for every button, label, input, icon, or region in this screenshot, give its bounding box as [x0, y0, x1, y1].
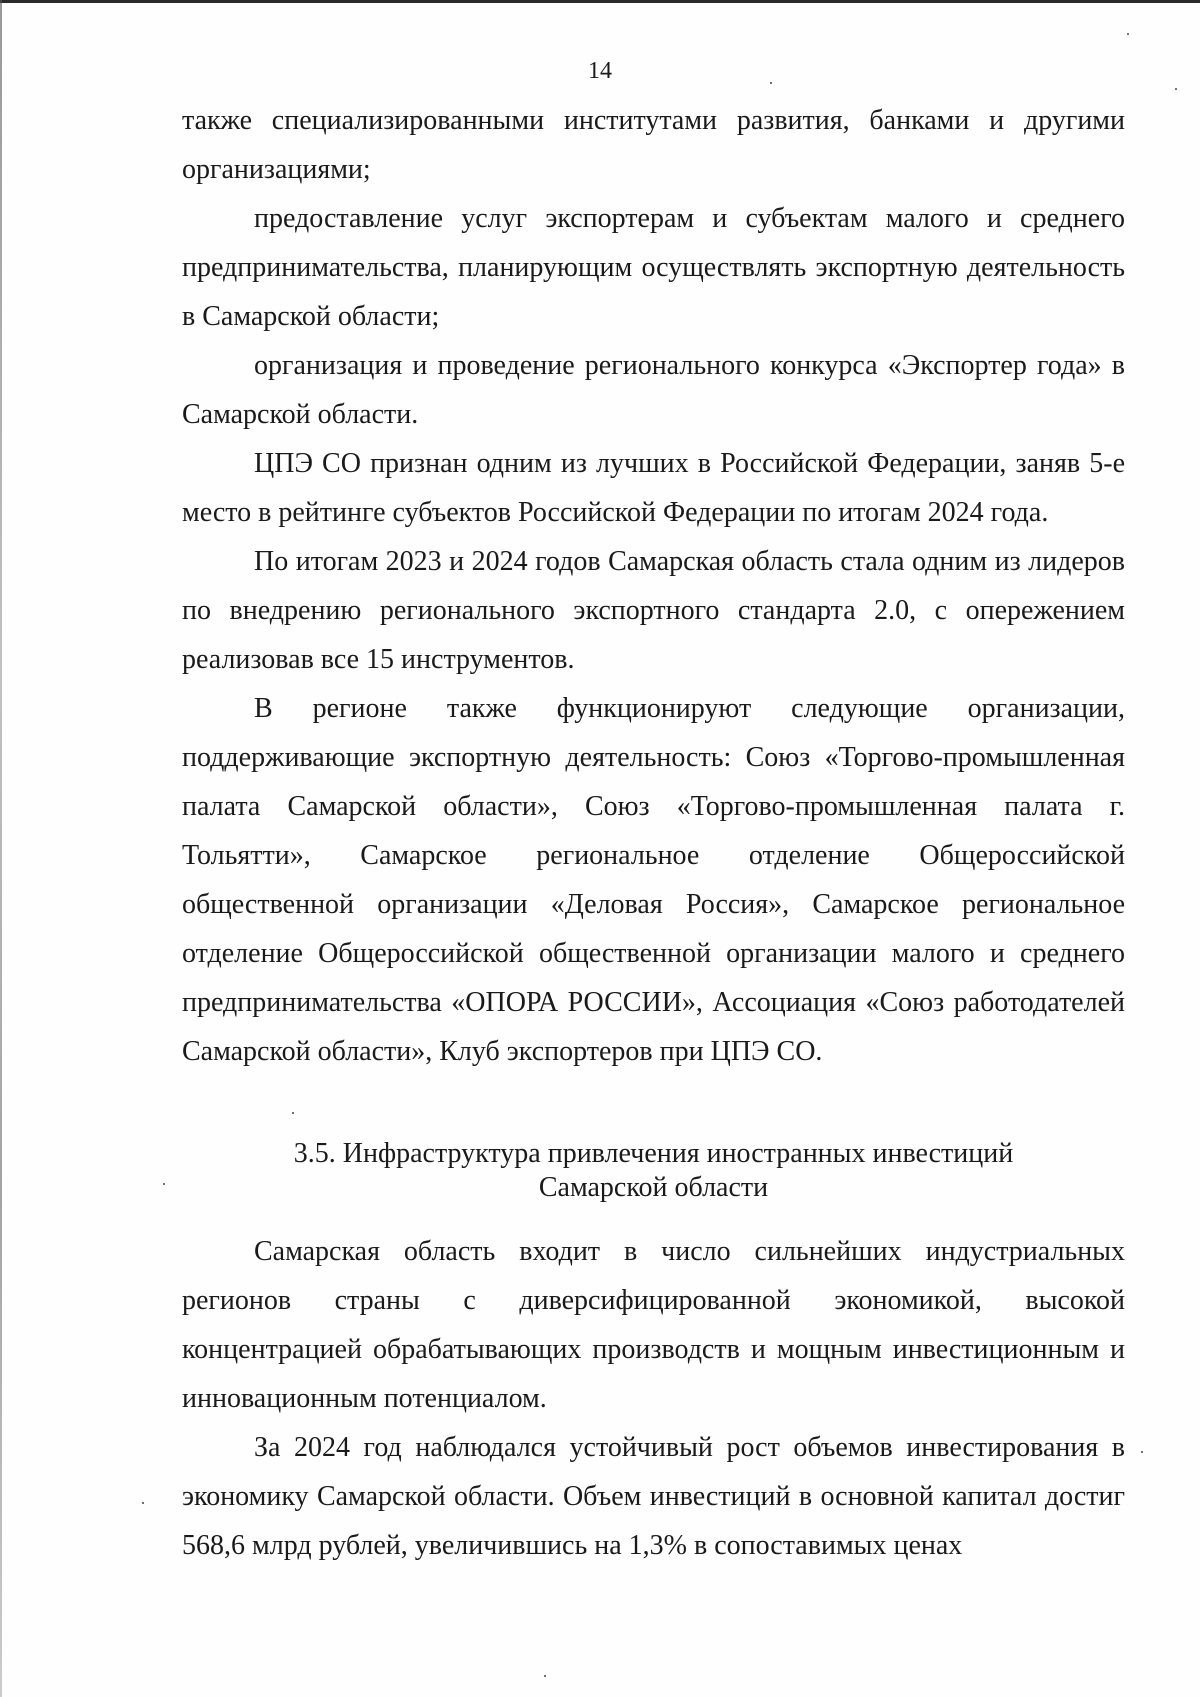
section-heading-line-2: Самарской области	[538, 1172, 769, 1203]
scan-speck	[1141, 1451, 1143, 1453]
page-number: 14	[588, 58, 612, 84]
scan-speck	[142, 1502, 144, 1504]
scan-left-edge	[0, 0, 2, 1697]
scan-speck	[1175, 88, 1177, 90]
body-text-block-2	[182, 1227, 1125, 1570]
scan-top-border	[0, 0, 1200, 3]
paragraph-export-standard: По итогам 2023 и 2024 годов Самарская область стала одним из лидеров по внедрению регионального экспортного стандарта 2.0, с опережением реализовав все 15 инструментов.	[182, 546, 1125, 675]
paragraph-ranking: ЦПЭ СО признан одним из лучших в Российской Федерации, заняв 5-е место в рейтинге субъектов Российской Федерации по итогам 2024 года.	[182, 448, 1125, 528]
paragraph-industrial-region: Самарская область входит в число сильнейших индустриальных регионов страны с диверсифицированной экономикой, высокой концентрацией обрабатывающих производств и мощным инвестиционным и инновационным потенциалом.	[182, 1236, 1125, 1414]
paragraph-organizations: В регионе также функционируют следующие организации, поддерживающие экспортную деятельность: Союз «Торгово-промышленная палата Самарской области», Союз «Торгово-промышленная палата г. Тольятти», Самарское региональное отделение Общероссийской общественной организации «Деловая Россия», Самарское региональное отделение Общероссийской общественной организации малого и среднего предпринимательства «ОПОРА РОССИИ», Ассоциация «Союз работодателей Самарской области», Клуб экспортеров при ЦПЭ СО.	[182, 693, 1125, 1067]
scan-speck	[292, 1112, 294, 1114]
paragraph-investment-growth: За 2024 год наблюдался устойчивый рост объемов инвестирования в экономику Самарской области. Объем инвестиций в основной капитал достиг 568,6 млрд рублей, увеличившись на 1,3% в сопоставимых ценах	[182, 1432, 1125, 1561]
scan-speck	[770, 82, 772, 84]
scan-speck	[544, 1675, 546, 1677]
body-text-block-1	[182, 96, 1125, 1076]
section-heading	[182, 1137, 1125, 1205]
scan-speck	[163, 1183, 165, 1185]
paragraph-contest: организация и проведение регионального конкурса «Экспортер года» в Самарской области.	[182, 350, 1125, 430]
section-heading-line-1: 3.5. Инфраструктура привлечения иностранных инвестиций	[293, 1138, 1014, 1169]
paragraph-services: предоставление услуг экспортерам и субъектам малого и среднего предпринимательства, планирующим осуществлять экспортную деятельность в Самарской области;	[182, 203, 1125, 332]
paragraph-continuation: также специализированными институтами развития, банками и другими организациями;	[182, 105, 1125, 185]
scan-speck	[1127, 33, 1129, 35]
